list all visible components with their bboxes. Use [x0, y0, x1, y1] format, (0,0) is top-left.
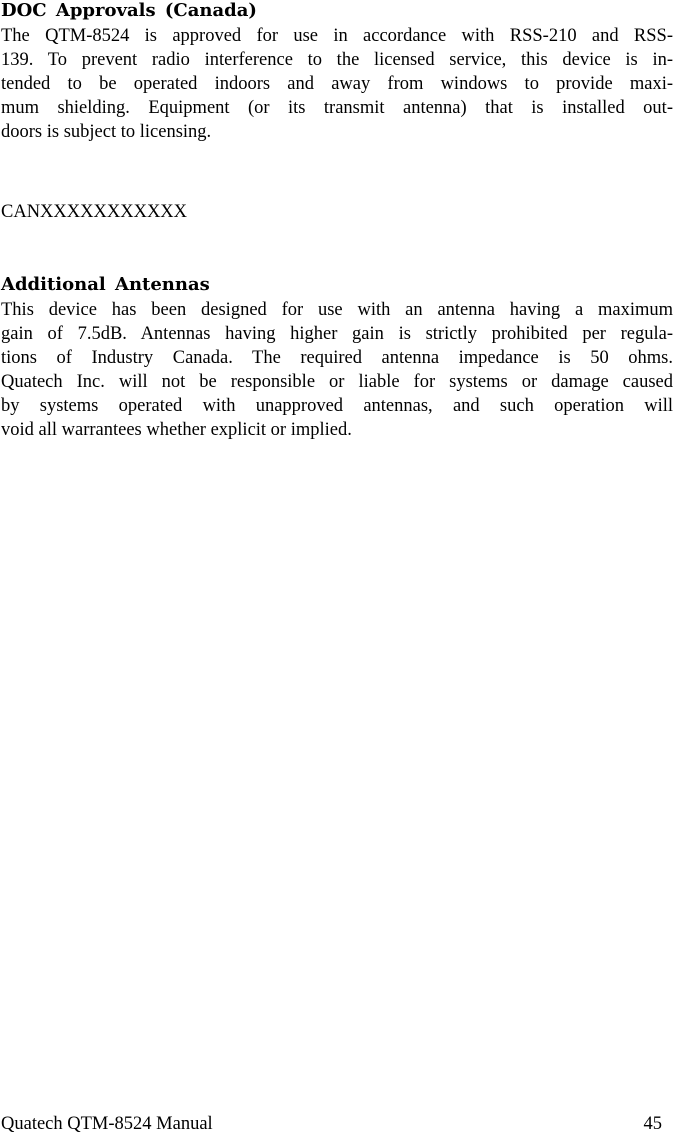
paragraph-line: The QTM-8524 is approved for use in accordance with RSS-210 and RSS-	[1, 26, 673, 46]
footer-manual-title: Quatech QTM-8524 Manual	[1, 1114, 213, 1134]
paragraph-line: This device has been designed for use with an antenna having a maximum	[1, 300, 673, 320]
paragraph-line: gain of 7.5dB. Antennas having higher gain is strictly prohibited per regula-	[1, 324, 673, 344]
section-heading-additional-antennas: Additional Antennas	[1, 274, 210, 295]
paragraph-line: by systems operated with unapproved antennas, and such operation will	[1, 396, 673, 416]
paragraph-line: tended to be operated indoors and away from windows to provide maxi-	[1, 74, 673, 94]
footer-page-number: 45	[643, 1114, 662, 1134]
paragraph-line: mum shielding. Equipment (or its transmit antenna) that is installed out-	[1, 98, 673, 118]
paragraph-line: 139. To prevent radio interference to the licensed service, this device is in-	[1, 50, 673, 70]
paragraph-line: Quatech Inc. will not be responsible or liable for systems or damage caused	[1, 372, 673, 392]
paragraph-line: void all warrantees whether explicit or implied.	[1, 420, 352, 440]
doc-approvals-paragraph	[1, 24, 673, 144]
certification-number: CANXXXXXXXXXXX	[1, 202, 188, 222]
paragraph-line: tions of Industry Canada. The required antenna impedance is 50 ohms.	[1, 348, 673, 368]
section-heading-doc-approvals: DOC Approvals (Canada)	[1, 0, 257, 21]
additional-antennas-paragraph	[1, 298, 673, 442]
paragraph-line: doors is subject to licensing.	[1, 122, 212, 142]
